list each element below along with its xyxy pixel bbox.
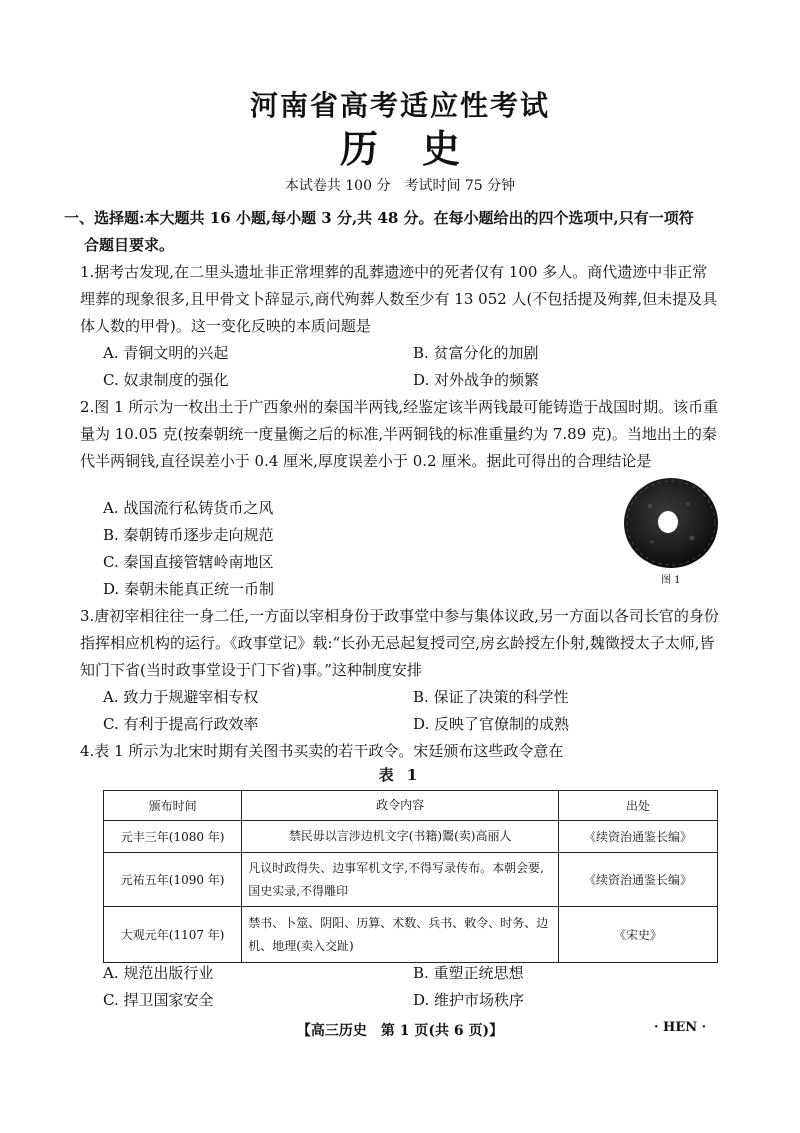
question-1-stem: 1.据考古发现,在二里头遗址非正常埋葬的乱葬遗迹中的死者仅有 100 多人。商代遗迹中非正常埋葬的现象很多,且甲骨文卜辞显示,商代殉葬人数至少有 13 052 人(不包括提及殉葬,但未提及具体人数的甲骨)。这一变化反映的本质问题是 — [80, 263, 718, 335]
q1-option-b: B. 贫富分化的加剧 — [413, 344, 539, 362]
q4-option-d: D. 维护市场秩序 — [413, 991, 525, 1009]
exam-title: 河南省高考适应性考试 — [249, 89, 550, 122]
q2-option-d: D. 秦朝未能真正统一币制 — [103, 580, 275, 598]
row3-content: 禁书、卜筮、阴阳、历算、术数、兵书、敕令、时务、边机、地理(卖入交趾) — [242, 907, 559, 963]
decree-table — [103, 790, 718, 963]
row2-date: 元祐五年(1090 年) — [104, 853, 242, 907]
question-2-stem: 2.图 1 所示为一枚出土于广西象州的秦国半两钱,经鉴定该半两钱最可能铸造于战国时期。该币重量为 10.05 克(按秦朝统一度量衡之后的标准,半两铜钱的标准重量约为 7.89 克)。当地出土的秦代半两铜钱,直径误差小于 0.4 厘米,厚度误差小于 0.2 厘米。据此可得出的合理结论是 — [80, 398, 719, 470]
q3-option-c: C. 有利于提高行政效率 — [103, 715, 259, 733]
page-footer: 【高三历史 第 1 页(共 6 页)】 — [296, 1023, 504, 1039]
q3-option-a: A. 致力于规避宰相专权 — [103, 688, 259, 706]
row1-date: 元丰三年(1080 年) — [104, 821, 242, 853]
q4-option-b: B. 重塑正统思想 — [413, 964, 524, 982]
q3-option-b: B. 保证了决策的科学性 — [413, 688, 569, 706]
question-4-stem: 4.表 1 所示为北宋时期有关图书买卖的若干政令。宋廷颁布这些政令意在 — [80, 742, 564, 760]
coin-figure-image — [622, 476, 720, 570]
table-row — [104, 853, 718, 907]
question-3-stem: 3.唐初宰相往往一身二任,一方面以宰相身份于政事堂中参与集体议政,另一方面以各司长官的身份指挥相应机构的运行。《政事堂记》载:“长孙无忌起复授司空,房玄龄授左仆射,魏徵授太子太师,皆知门下省(当时政事堂设于门下省)事。”这种制度安排 — [80, 607, 719, 679]
subject-title: 历史 — [339, 127, 504, 171]
q4-option-a: A. 规范出版行业 — [103, 964, 214, 982]
section-heading — [64, 205, 724, 259]
row1-source: 《续资治通鉴长编》 — [558, 821, 717, 853]
q3-option-d: D. 反映了官僚制的成熟 — [413, 715, 570, 733]
paper-code: · HEN · — [654, 1020, 707, 1035]
q1-option-d: D. 对外战争的频繁 — [413, 371, 540, 389]
table-header-row — [104, 791, 718, 821]
row3-source: 《宋史》 — [558, 907, 717, 963]
table-row — [104, 821, 718, 853]
q2-option-c: C. 秦国直接管辖岭南地区 — [103, 553, 274, 571]
section-heading-line2: 合题目要求。 — [84, 236, 175, 254]
q2-option-a: A. 战国流行私铸货币之风 — [103, 499, 274, 517]
figure-1-caption: 图 1 — [661, 575, 681, 586]
q1-option-c: C. 奴隶制度的强化 — [103, 371, 229, 389]
row1-content: 禁民毋以言涉边机文字(书籍)鬻(卖)高丽人 — [242, 821, 559, 853]
q4-option-c: C. 捍卫国家安全 — [103, 991, 214, 1009]
table-1-caption: 表 1 — [378, 766, 422, 784]
row3-date: 大观元年(1107 年) — [104, 907, 242, 963]
table-row — [104, 907, 718, 963]
row2-content: 凡议时政得失、边事军机文字,不得写录传布。本朝会要,国史实录,不得雕印 — [242, 853, 559, 907]
q2-option-b: B. 秦朝铸币逐步走向规范 — [103, 526, 274, 544]
exam-info: 本试卷共 100 分 考试时间 75 分钟 — [284, 178, 516, 194]
q1-option-a: A. 青铜文明的兴起 — [103, 344, 229, 362]
row2-source: 《续资治通鉴长编》 — [558, 853, 717, 907]
section-heading-line1: 一、选择题:本大题共 16 小题,每小题 3 分,共 48 分。在每小题给出的四个选项中,只有一项符 — [64, 209, 694, 227]
header-content: 政令内容 — [242, 791, 559, 821]
header-date: 颁布时间 — [104, 791, 242, 821]
header-source: 出处 — [558, 791, 717, 821]
